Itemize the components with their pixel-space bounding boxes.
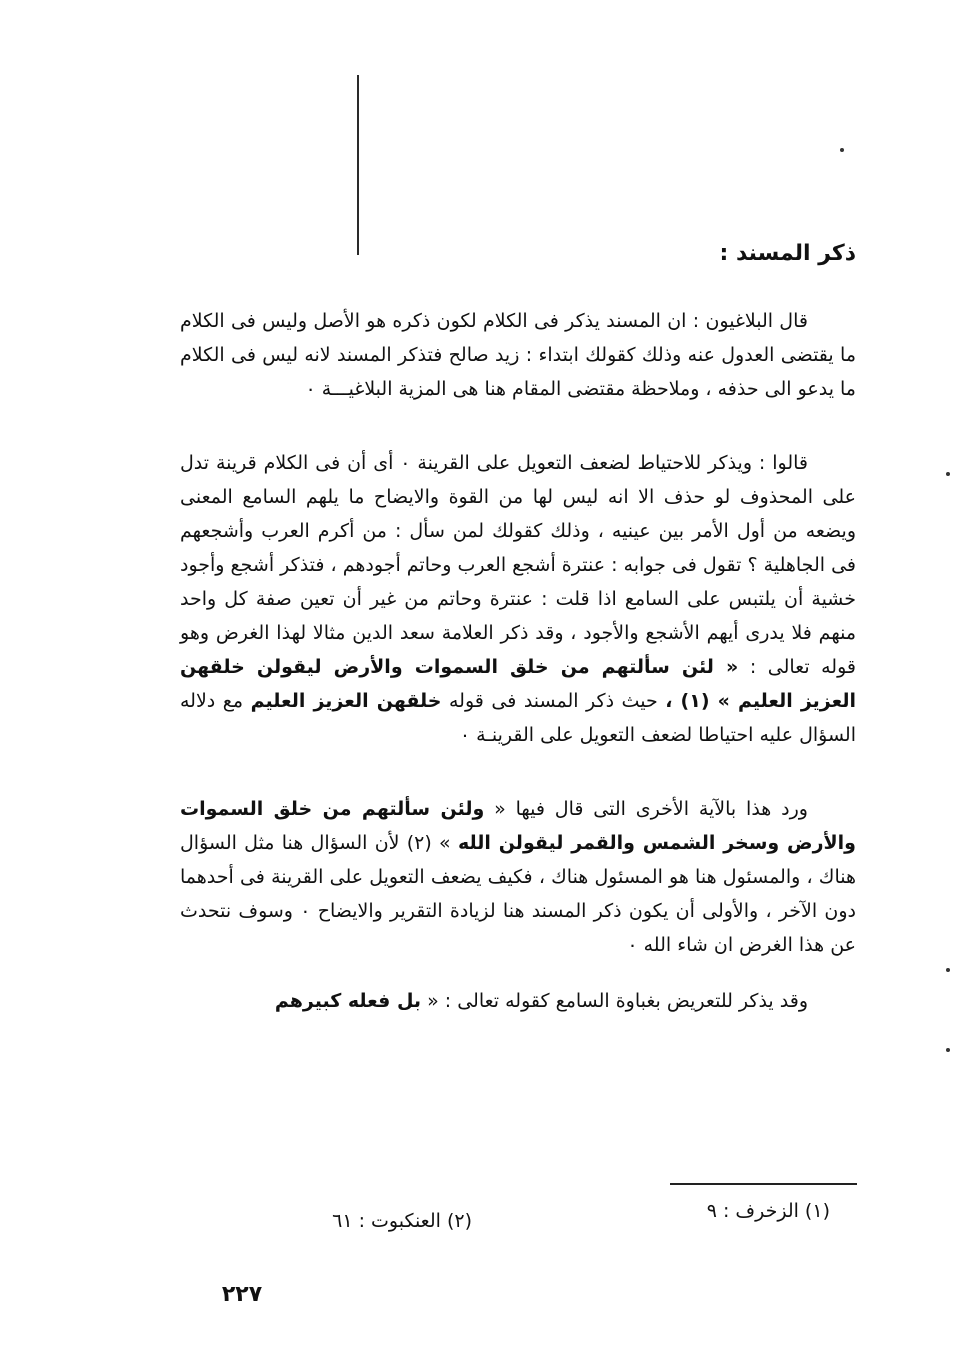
paragraph-2-mid: حيث ذكر المسند فى قوله xyxy=(441,690,666,712)
scan-speck xyxy=(946,1048,950,1052)
section-heading: ذكر المسند : xyxy=(719,241,856,266)
paragraph-2-end: مع دلاله السؤال عليه احتياطا لضعف التعويل على القرينـة ٠ xyxy=(180,690,856,746)
footnotes xyxy=(250,1200,850,1232)
paragraph-1: قال البلاغيون : ان المسند يذكر فى الكلام لكون ذكره هو الأصل وليس فى الكلام ما يقتضى العدول عنه وذلك كقولك ابتداء : زيد صالح فتذكر المسند لانه ليس فى الكلام ما يدعو الى حذفه ، وملاحظة مقتضى المقام هنا هى المزية البلاغيـــة ٠ xyxy=(180,310,856,400)
quran-quote-2: ولئن سألتهم من خلق السموات والأرض وسخر الشمس والقمر ليقولن الله xyxy=(180,798,856,854)
paragraph-3 xyxy=(180,792,856,962)
quran-quote-1: « لئن سألتهم من خلق السموات والأرض ليقولن خلقهن العزيز العليم » (١) ، xyxy=(180,656,856,712)
page-body xyxy=(180,238,856,1058)
binding-line xyxy=(357,75,359,255)
paragraph-3-end: » (٢) لأن السؤال هنا مثل السؤال هناك ، والمسئول هنا هو المسئول هناك ، فكيف يضعف التعويل على القرينة فى أحدهما دون الآخر ، والأولى أن يكون ذكر المسند هنا لزيادة التقرير والايضاح ٠ وسوف نتحدث عن هذا الغرض ان شاء الله ٠ xyxy=(180,832,856,956)
footnote-1: (١) الزخرف : ٩ xyxy=(706,1200,830,1222)
paragraph-4 xyxy=(180,984,856,1018)
paragraph-4-intro: وقد يذكر للتعريض بغباوة السامع كقوله تعالى : « xyxy=(421,990,808,1012)
footnote-divider xyxy=(670,1183,857,1185)
paragraph-3-intro: ورد هذا بالآية الأخرى التى قال فيها « xyxy=(484,798,808,820)
scan-speck xyxy=(840,148,844,152)
scan-speck xyxy=(946,472,950,476)
scan-speck xyxy=(946,968,950,972)
quran-quote-3: بل فعله كبيرهم xyxy=(274,990,422,1012)
footnote-2: (٢) العنكبوت : ٦١ xyxy=(332,1210,472,1232)
bold-phrase: خلقهن العزيز العليم xyxy=(250,690,442,712)
page-number: ٢٢٧ xyxy=(221,1282,263,1307)
paragraph-2 xyxy=(180,446,856,752)
paragraph-2-intro: قالوا : ويذكر للاحتياط لضعف التعويل على القرينة ٠ أى أن فى الكلام قرينة تدل على المحذوف لو حذف الا انه ليس لها من القوة والايضاح ما يلهم السامع المعنى ويضعه من أول الأمر بين عينيه ، وذلك كقولك لمن سأل : من أكرم العرب وأشجعهم فى الجاهلية ؟ تقول فى جوابه : عنترة أشجع العرب وحاتم أجودهم ، فتذكر أشجع وأجود خشية أن يلتبس على السامع اذا قلت : عنترة وحاتم من غير أن تعين صفة كل واحد منهم فلا يدرى أيهم الأشجع والأجود ، وقد ذكر العلامة سعد الدين مثالا لهذا الغرض وهو قوله تعالى : xyxy=(180,452,856,678)
